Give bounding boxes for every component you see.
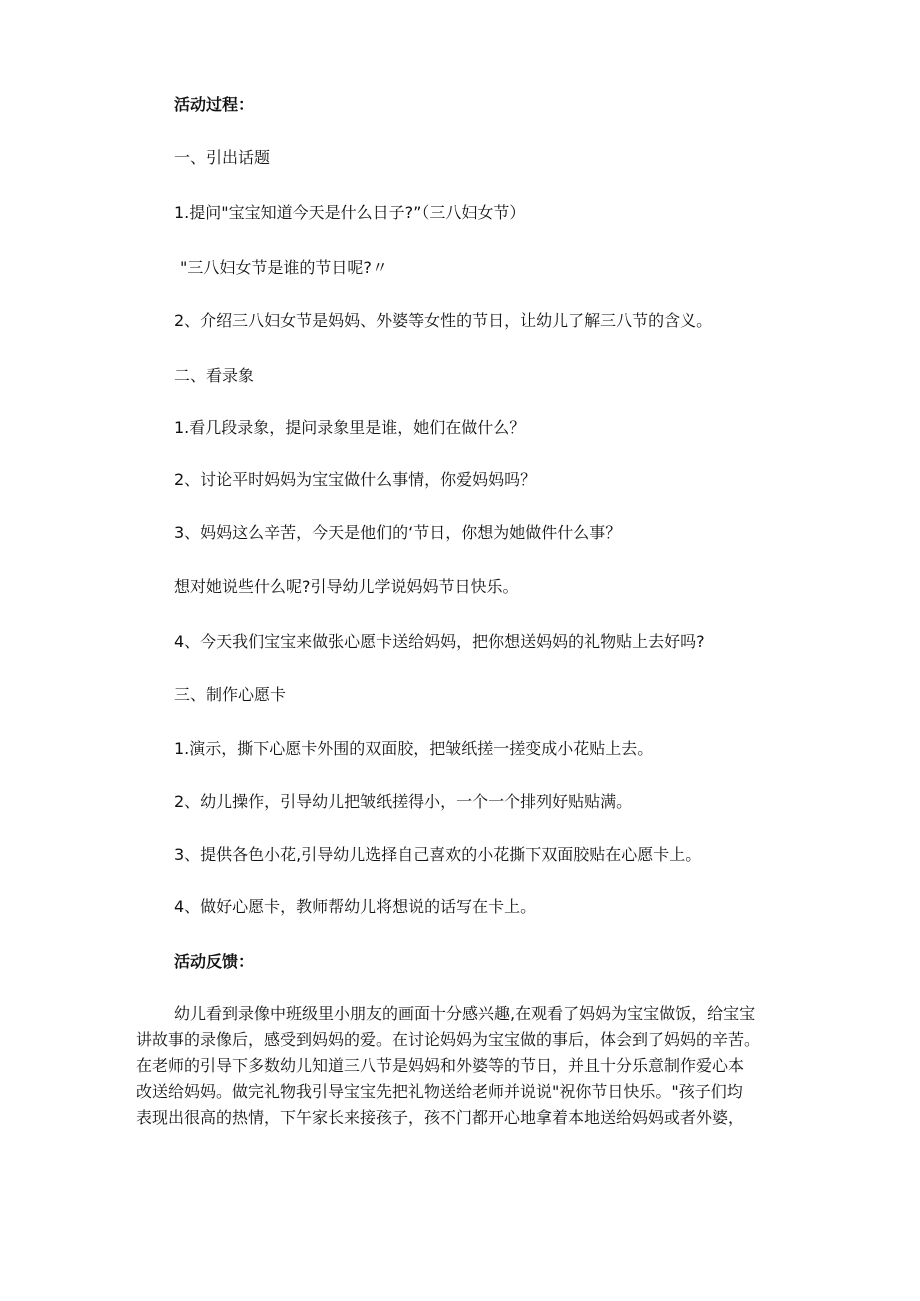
part3-item4: 4、做好心愿卡，教师帮幼儿将想说的话写在卡上。 bbox=[174, 897, 537, 916]
part2-item4: 4、今天我们宝宝来做张心愿卡送给妈妈，把你想送妈妈的礼物贴上去好吗? bbox=[174, 632, 705, 651]
feedback-line: 表现出很高的热情，下午家长来接孩子，孩不门都开心地拿着本地送给妈妈或者外婆， bbox=[136, 1108, 745, 1127]
process-heading: 活动过程： bbox=[174, 95, 255, 114]
part2-title: 二、看录象 bbox=[174, 366, 255, 385]
part2-item2: 2、讨论平时妈妈为宝宝做什么事情，你爱妈妈吗？ bbox=[174, 470, 537, 489]
feedback-line: 在老师的引导下多数幼儿知道三八节是妈妈和外婆等的节日，并且十分乐意制作爱心本 bbox=[136, 1056, 745, 1075]
part1-quote: "三八妇女节是谁的节日呢?〃 bbox=[180, 258, 388, 277]
part1-item1: 1.提问"宝宝知道今天是什么日子?”（三八妇女节） bbox=[174, 203, 526, 222]
feedback-line: 幼儿看到录像中班级里小朋友的画面十分感兴趣,在观看了妈妈为宝宝做饭，给宝宝 bbox=[174, 1004, 756, 1023]
part3-item3: 3、提供各色小花,引导幼儿选择自己喜欢的小花撕下双面胶贴在心愿卡上。 bbox=[174, 845, 702, 864]
part2-item1: 1.看几段录象，提问录象里是谁，她们在做什么？ bbox=[174, 418, 526, 437]
part3-title: 三、制作心愿卡 bbox=[174, 685, 287, 704]
part3-item2: 2、幼儿操作，引导幼儿把皱纸搓得小，一个一个排列好贴贴满。 bbox=[174, 792, 633, 811]
part2-item3-continued: 想对她说些什么呢?引导幼儿学说妈妈节日快乐。 bbox=[174, 577, 519, 596]
part3-item1: 1.演示，撕下心愿卡外围的双面胶，把皱纸搓一搓变成小花贴上去。 bbox=[174, 739, 654, 758]
feedback-line: 讲故事的录像后，感受到妈妈的爱。在讨论妈妈为宝宝做的事后，体会到了妈妈的辛苦。 bbox=[136, 1030, 761, 1049]
feedback-paragraph bbox=[136, 1001, 792, 1131]
part2-item3: 3、妈妈这么辛苦，今天是他们的‘节日，你想为她做件什么事？ bbox=[174, 523, 622, 542]
feedback-heading: 活动反馈： bbox=[174, 952, 255, 971]
part1-item2: 2、介绍三八妇女节是妈妈、外婆等女性的节日，让幼儿了解三八节的含义。 bbox=[174, 311, 713, 330]
feedback-line: 改送给妈妈。做完礼物我引导宝宝先把礼物送给老师并说说"祝你节日快乐。"孩子们均 bbox=[136, 1082, 743, 1101]
part1-title: 一、引出话题 bbox=[174, 148, 271, 167]
